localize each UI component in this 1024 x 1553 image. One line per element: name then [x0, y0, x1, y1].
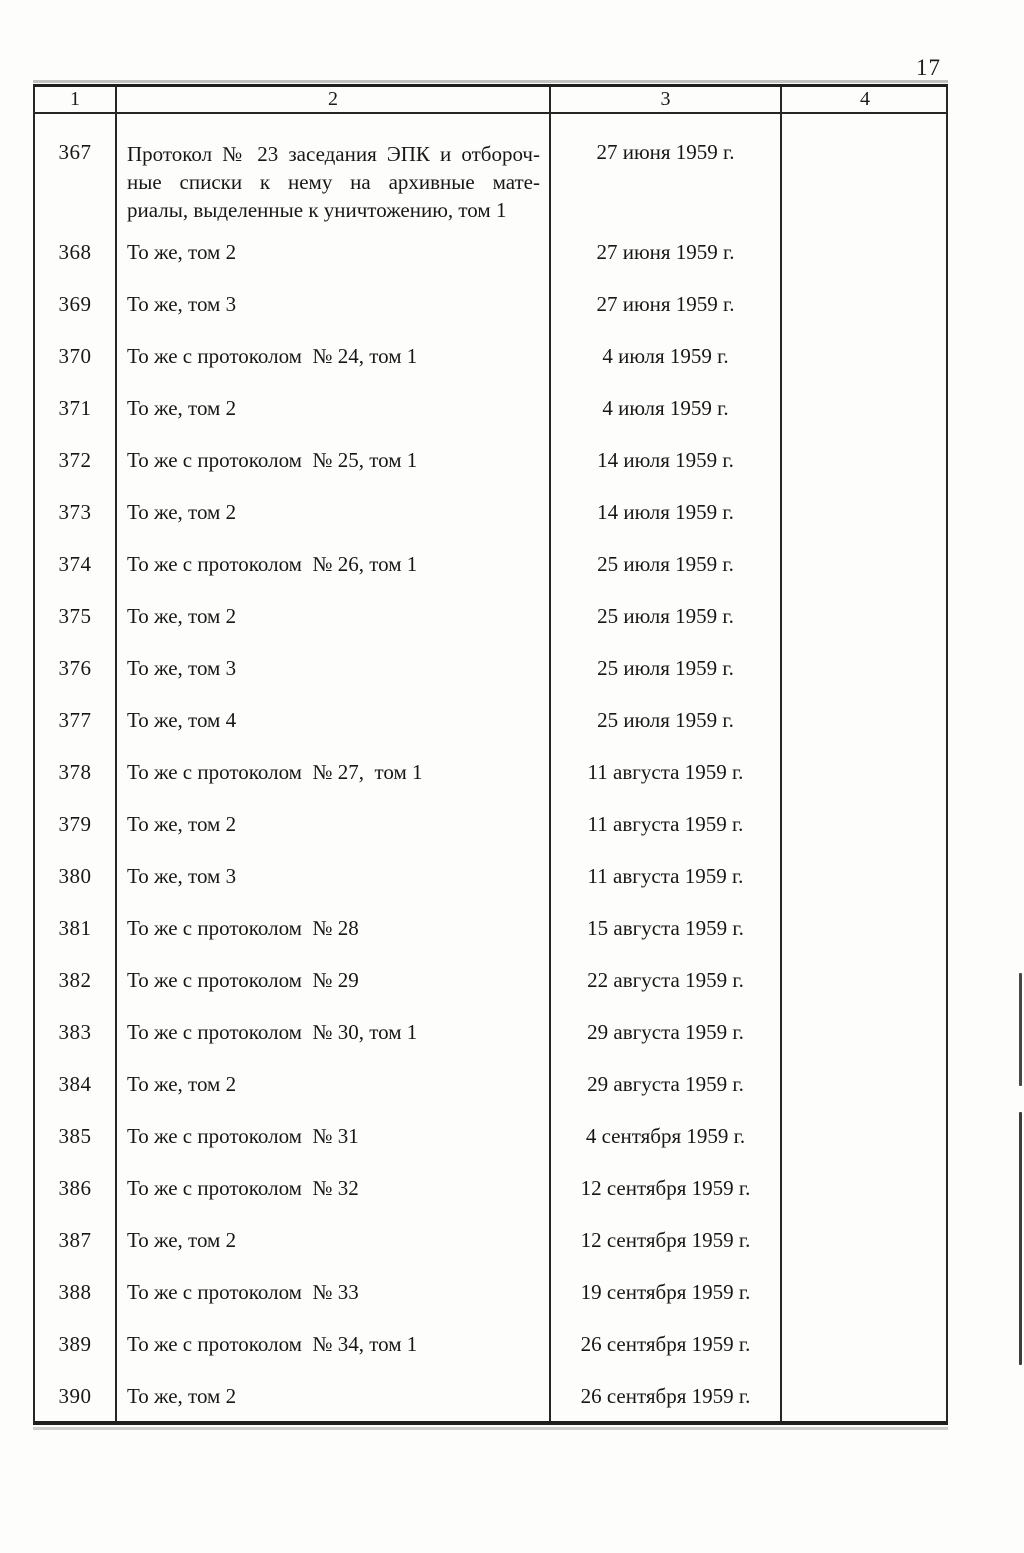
date-cell: 11 августа 1959 г. — [549, 745, 780, 797]
row-number-cell: 367 — [58, 140, 92, 164]
row-number-cell: 390 — [58, 1384, 92, 1408]
date-cell: 14 июля 1959 г. — [549, 485, 780, 537]
note-cell — [780, 1369, 948, 1421]
row-number-cell: 373 — [58, 500, 92, 524]
row-number-cell: 375 — [58, 604, 92, 628]
note-cell — [780, 1317, 948, 1369]
table-row — [35, 329, 946, 381]
table-row — [35, 641, 946, 693]
date-cell: 12 сентября 1959 г. — [549, 1213, 780, 1265]
row-number-cell: 383 — [58, 1020, 92, 1044]
description-cell: То же с протоколом № 26, том 1 — [115, 537, 549, 589]
column-header: 2 — [115, 87, 549, 112]
note-cell — [780, 114, 948, 225]
note-cell — [780, 329, 948, 381]
date-cell: 26 сентября 1959 г. — [549, 1317, 780, 1369]
archive-register-table — [33, 84, 948, 1425]
row-number-cell: 371 — [58, 396, 92, 420]
note-cell — [780, 1005, 948, 1057]
description-cell: То же с протоколом № 27, том 1 — [115, 745, 549, 797]
note-cell — [780, 537, 948, 589]
description-cell: То же, том 2 — [115, 485, 549, 537]
row-number-cell: 388 — [58, 1280, 92, 1304]
table-row — [35, 1369, 946, 1421]
date-cell: 4 июля 1959 г. — [549, 329, 780, 381]
date-cell: 11 августа 1959 г. — [549, 797, 780, 849]
description-cell: То же с протоколом № 29 — [115, 953, 549, 1005]
note-cell — [780, 953, 948, 1005]
row-number-cell: 377 — [58, 708, 92, 732]
date-cell: 15 августа 1959 г. — [549, 901, 780, 953]
table-row — [35, 1317, 946, 1369]
row-number-cell: 379 — [58, 812, 92, 836]
table-row — [35, 485, 946, 537]
description-cell: То же, том 4 — [115, 693, 549, 745]
description-cell: То же, том 2 — [115, 1213, 549, 1265]
row-number-cell: 386 — [58, 1176, 92, 1200]
row-number-cell: 374 — [58, 552, 92, 576]
table-row — [35, 953, 946, 1005]
description-line: ные списки к нему на архивные мате- — [127, 170, 540, 194]
note-cell — [780, 589, 948, 641]
table-row — [35, 1213, 946, 1265]
row-number-cell: 370 — [58, 344, 92, 368]
date-cell: 4 июля 1959 г. — [549, 381, 780, 433]
date-cell: 25 июля 1959 г. — [549, 537, 780, 589]
description-cell: То же, том 2 — [115, 589, 549, 641]
note-cell — [780, 1109, 948, 1161]
table-row — [35, 1109, 946, 1161]
table-row — [35, 589, 946, 641]
table-row — [35, 277, 946, 329]
page-number: 17 — [916, 55, 941, 80]
description-cell: То же, том 3 — [115, 277, 549, 329]
row-number-cell: 385 — [58, 1124, 92, 1148]
date-cell: 27 июня 1959 г. — [549, 277, 780, 329]
row-number-cell: 368 — [58, 240, 92, 264]
table-row — [35, 797, 946, 849]
table-row — [35, 693, 946, 745]
note-cell — [780, 849, 948, 901]
description-cell: То же, том 2 — [115, 381, 549, 433]
table-row — [35, 114, 946, 225]
description-cell: То же с протоколом № 25, том 1 — [115, 433, 549, 485]
description-cell: То же с протоколом № 28 — [115, 901, 549, 953]
row-number-cell: 387 — [58, 1228, 92, 1252]
column-header: 3 — [549, 87, 780, 112]
note-cell — [780, 485, 948, 537]
table-row — [35, 849, 946, 901]
description-cell: То же, том 2 — [115, 225, 549, 277]
table-row — [35, 745, 946, 797]
table-row — [35, 381, 946, 433]
date-cell: 26 сентября 1959 г. — [549, 1369, 780, 1421]
note-cell — [780, 1057, 948, 1109]
date-cell: 12 сентября 1959 г. — [549, 1161, 780, 1213]
table-row — [35, 537, 946, 589]
row-number-cell: 369 — [58, 292, 92, 316]
table-row — [35, 1057, 946, 1109]
note-cell — [780, 1265, 948, 1317]
row-number-cell: 376 — [58, 656, 92, 680]
table-header-row — [35, 87, 946, 114]
date-cell: 29 августа 1959 г. — [549, 1005, 780, 1057]
date-cell: 25 июля 1959 г. — [549, 693, 780, 745]
row-number-cell: 382 — [58, 968, 92, 992]
description-cell: То же, том 3 — [115, 849, 549, 901]
note-cell — [780, 277, 948, 329]
description-cell: То же, том 2 — [115, 1057, 549, 1109]
note-cell — [780, 641, 948, 693]
description-cell: То же с протоколом № 30, том 1 — [115, 1005, 549, 1057]
date-cell: 11 августа 1959 г. — [549, 849, 780, 901]
column-header: 1 — [70, 88, 80, 110]
row-number-cell: 381 — [58, 916, 92, 940]
table-row — [35, 225, 946, 277]
note-cell — [780, 901, 948, 953]
note-cell — [780, 381, 948, 433]
description-cell: То же, том 2 — [115, 797, 549, 849]
row-number-cell: 378 — [58, 760, 92, 784]
note-cell — [780, 433, 948, 485]
date-cell: 14 июля 1959 г. — [549, 433, 780, 485]
date-cell: 22 августа 1959 г. — [549, 953, 780, 1005]
column-header: 4 — [780, 87, 948, 112]
table-row — [35, 1265, 946, 1317]
description-cell: То же с протоколом № 33 — [115, 1265, 549, 1317]
description-cell: То же, том 3 — [115, 641, 549, 693]
note-cell — [780, 1161, 948, 1213]
table-body — [35, 114, 946, 1421]
date-cell: 29 августа 1959 г. — [549, 1057, 780, 1109]
date-cell: 25 июля 1959 г. — [549, 641, 780, 693]
date-cell: 27 июня 1959 г. — [549, 114, 780, 225]
description-line: Протокол № 23 заседания ЭПК и отбороч- — [127, 142, 540, 166]
note-cell — [780, 745, 948, 797]
description-cell: То же с протоколом № 31 — [115, 1109, 549, 1161]
table-row — [35, 901, 946, 953]
description-cell: То же с протоколом № 32 — [115, 1161, 549, 1213]
row-number-cell: 372 — [58, 448, 92, 472]
note-cell — [780, 797, 948, 849]
description-cell: То же, том 2 — [115, 1369, 549, 1421]
table-row — [35, 1005, 946, 1057]
scan-edge-artifact — [1019, 1112, 1022, 1365]
description-cell: То же с протоколом № 24, том 1 — [115, 329, 549, 381]
note-cell — [780, 225, 948, 277]
date-cell: 19 сентября 1959 г. — [549, 1265, 780, 1317]
date-cell: 27 июня 1959 г. — [549, 225, 780, 277]
table-row — [35, 433, 946, 485]
date-cell: 4 сентября 1959 г. — [549, 1109, 780, 1161]
row-number-cell: 389 — [58, 1332, 92, 1356]
note-cell — [780, 1213, 948, 1265]
description-line: риалы, выделенные к уничтожению, том 1 — [127, 198, 507, 222]
table-row — [35, 1161, 946, 1213]
note-cell — [780, 693, 948, 745]
row-number-cell: 380 — [58, 864, 92, 888]
description-cell — [115, 114, 549, 225]
row-number-cell: 384 — [58, 1072, 92, 1096]
scan-edge-artifact — [1019, 973, 1022, 1086]
description-cell: То же с протоколом № 34, том 1 — [115, 1317, 549, 1369]
date-cell: 25 июля 1959 г. — [549, 589, 780, 641]
